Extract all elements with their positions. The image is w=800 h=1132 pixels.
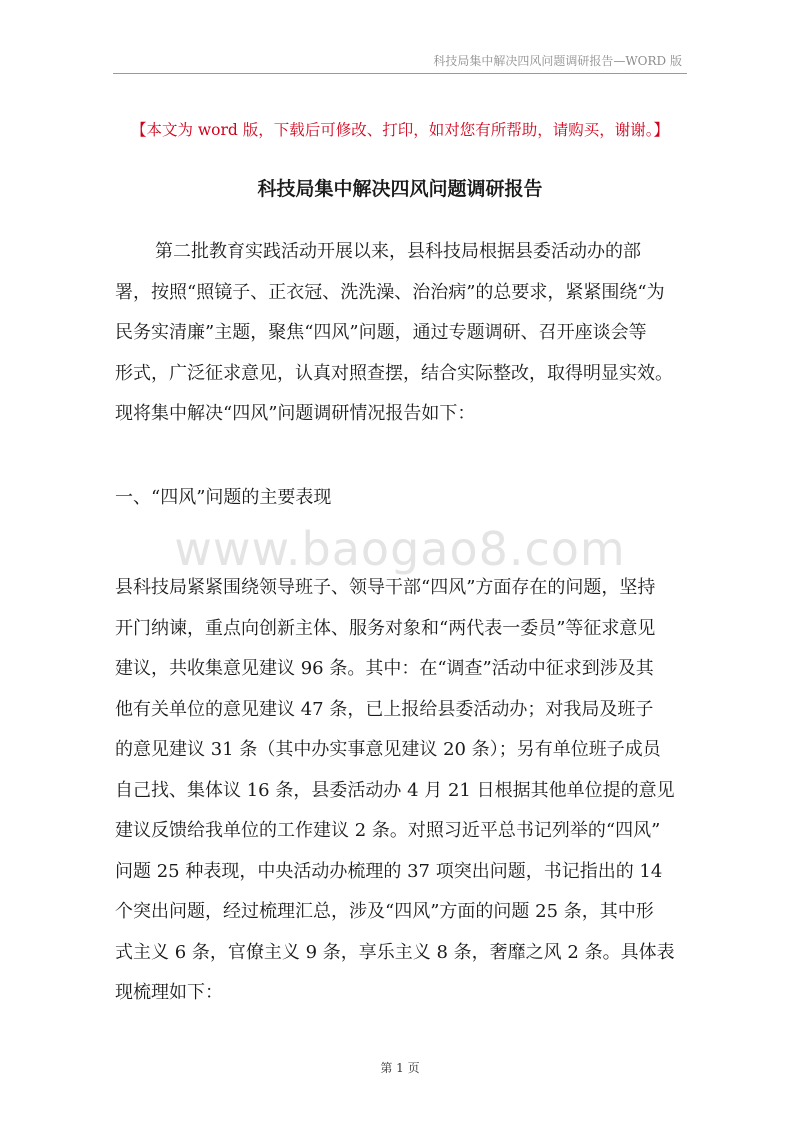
running-header: 科技局集中解决四风问题调研报告—WORD 版: [433, 54, 682, 68]
paragraph-line: 他有关单位的意见建议 47 条，已上报给县委活动办；对我局及班子: [115, 698, 654, 720]
section-heading: 一、“四风”问题的主要表现: [115, 487, 332, 508]
header-divider: [113, 73, 687, 74]
paragraph-line: 形式，广泛征求意见，认真对照查摆，结合实际整改，取得明显实效。: [115, 362, 673, 384]
body-paragraph: [115, 568, 687, 1014]
paragraph-line: 县科技局紧紧围绕领导班子、领导干部“四风”方面存在的问题，坚持: [115, 577, 656, 598]
paragraph-line: 个突出问题，经过梳理汇总，涉及“四风”方面的问题 25 条，其中形: [115, 901, 654, 922]
paragraph-line: 问题 25 种表现，中央活动办梳理的 37 项突出问题，书记指出的 14: [115, 860, 663, 882]
page-number: 第 1 页: [380, 1061, 420, 1075]
paragraph-line: 现梳理如下：: [115, 982, 223, 1003]
paragraph-line: 现将集中解决“四风”问题调研情况报告如下：: [115, 403, 476, 424]
paragraph-line: 建议，共收集意见建议 96 条。其中：在“调查”活动中征求到涉及其: [115, 658, 654, 679]
download-notice: 【本文为 word 版，下载后可修改、打印，如对您有所帮助，请购买，谢谢。】: [130, 121, 670, 139]
paragraph-line: 式主义 6 条，官僚主义 9 条，享乐主义 8 条，奢靡之风 2 条。具体表: [115, 941, 675, 963]
paragraph-line: 开门纳谏，重点向创新主体、服务对象和“两代表一委员”等征求意见: [115, 617, 656, 639]
watermark: www.baogao8.com: [174, 522, 626, 576]
intro-paragraph: [115, 232, 687, 435]
paragraph-line: 第二批教育实践活动开展以来，县科技局根据县委活动办的部: [155, 241, 641, 262]
paragraph-line: 署，按照“照镜子、正衣冠、洗洗澡、治治病”的总要求，紧紧围绕“为: [115, 281, 665, 303]
paragraph-line: 的意见建议 31 条（其中办实事意见建议 20 条）；另有单位班子成员: [115, 739, 661, 760]
paragraph-line: 民务实清廉”主题，聚焦“四风”问题，通过专题调研、召开座谈会等: [115, 322, 647, 343]
paragraph-line: 建议反馈给我单位的工作建议 2 条。对照习近平总书记列举的“四风”: [115, 820, 661, 841]
document-title: 科技局集中解决四风问题调研报告: [257, 178, 543, 200]
paragraph-line: 自己找、集体议 16 条，县委活动办 4 月 21 日根据其他单位提的意见: [115, 779, 675, 801]
